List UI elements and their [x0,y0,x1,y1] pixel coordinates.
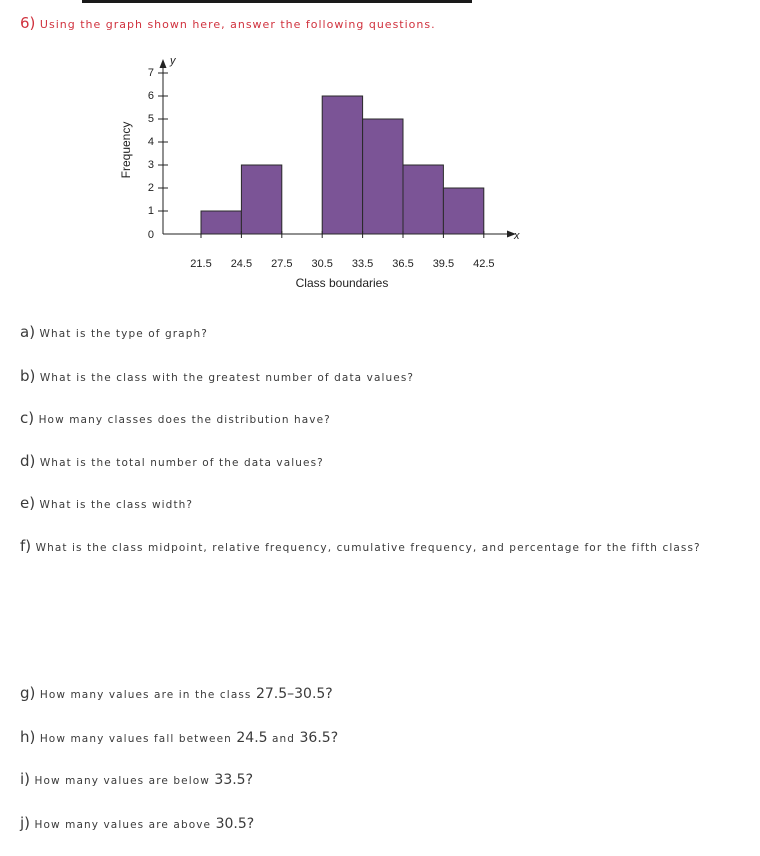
question-i [20,770,253,788]
question-letter: h) [20,728,36,746]
problem-heading [20,14,436,32]
question-letter: c) [20,409,35,427]
x-tick-label: 21.5 [190,258,212,270]
histogram-bar [363,119,403,234]
y-axis-label: Frequency [119,121,133,179]
question-letter: b) [20,367,36,385]
question-letter: e) [20,494,36,512]
y-tick-label: 7 [147,66,154,79]
question-text-and: and [272,733,296,745]
question-letter: i) [20,770,31,788]
question-value: 30.5? [215,816,255,832]
y-tick-label: 1 [147,204,154,217]
question-letter: f) [20,537,32,555]
y-axis-symbol: y [170,55,176,67]
question-text: What is the class with the greatest number of data values? [39,372,415,384]
x-tick-label: 24.5 [230,258,253,270]
question-letter: j) [20,814,31,832]
question-d [20,452,324,470]
question-letter: d) [20,452,36,470]
chart-bars [201,96,484,234]
question-value: 33.5? [214,772,254,788]
question-text: How many values are below [34,775,210,787]
x-tick-label: 42.5 [473,258,495,270]
y-tick-label: 4 [147,135,154,148]
x-axis-ticks [190,231,494,270]
question-value-2: 36.5? [299,730,339,746]
question-letter: g) [20,684,36,702]
question-text: How many classes does the distribution have? [38,414,331,426]
x-tick-label: 30.5 [311,258,333,270]
question-text: What is the class midpoint, relative frequency, cumulative frequency, and percentage for the fifth class? [35,542,701,554]
x-axis-label: Class boundaries [295,276,389,290]
y-tick-label: 2 [147,181,154,194]
question-text: How many values fall between [39,733,232,745]
y-tick-label: 6 [147,89,154,102]
problem-number: 6) [20,14,36,32]
y-axis-ticks [148,67,168,241]
question-e [20,494,193,512]
x-tick-label: 27.5 [271,258,293,270]
histogram-bar [403,165,443,234]
question-b [20,367,414,385]
x-tick-label: 33.5 [351,258,374,270]
histogram-bar [443,188,483,234]
x-axis-symbol: x [514,230,520,242]
question-c [20,409,331,427]
y-tick-label: 5 [147,112,154,125]
question-value: 24.5 [236,730,268,746]
question-letter: a) [20,323,36,341]
question-a [20,323,208,341]
question-h [20,728,338,746]
histogram-bar [201,211,241,234]
question-text: How many values are in the class [39,689,252,701]
x-tick-label: 36.5 [392,258,414,270]
question-j [20,814,254,832]
y-axis-arrow [160,59,167,68]
question-text: What is the total number of the data values? [39,457,324,469]
problem-instructions: Using the graph shown here, answer the following questions. [39,18,436,31]
histogram-bar [322,96,362,234]
x-tick-label: 39.5 [432,258,455,270]
question-text: What is the class width? [39,499,194,511]
question-f [20,538,740,557]
question-g [20,684,333,702]
question-value: 27.5–30.5? [255,686,333,702]
histogram-chart [110,48,530,298]
histogram-bar [241,165,281,234]
question-text: How many values are above [34,819,212,831]
top-rule [82,0,472,3]
y-tick-label: 3 [147,158,154,171]
y-tick-label: 0 [147,228,154,241]
question-text: What is the type of graph? [39,328,208,340]
